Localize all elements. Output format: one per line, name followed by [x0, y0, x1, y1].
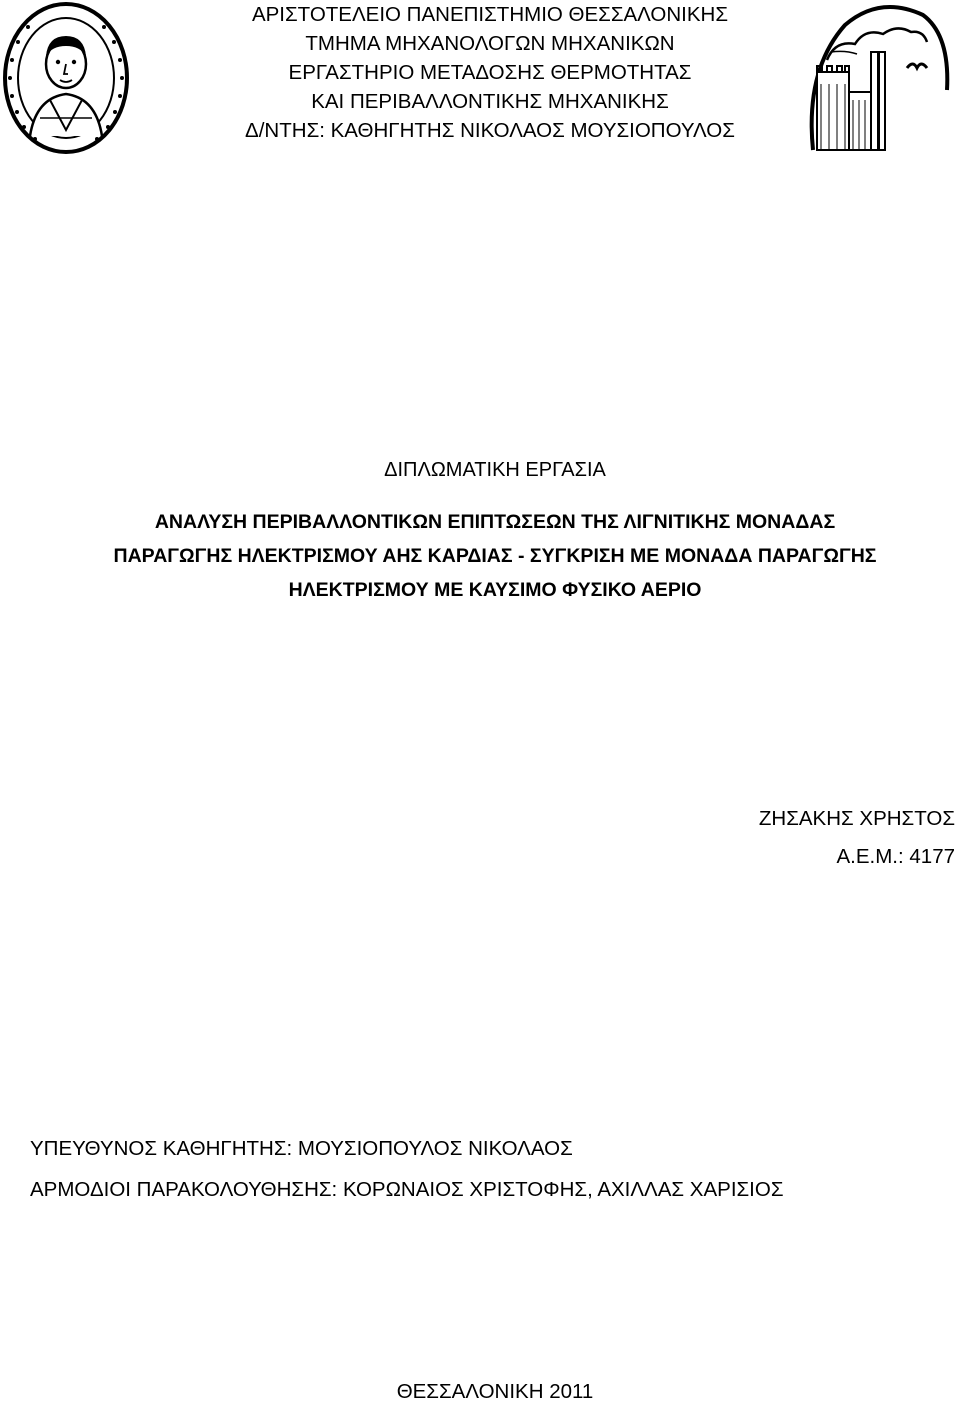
thesis-title-line-1: ΑΝΑΛΥΣΗ ΠΕΡΙΒΑΛΛΟΝΤΙΚΩΝ ΕΠΙΠΤΩΣΕΩΝ ΤΗΣ ΛΙΓΝΙΤΙΚΗΣ ΜΟΝΑΔΑΣ: [154, 511, 836, 533]
university-name: ΑΡΙΣΤΟΤΕΛΕΙΟ ΠΑΝΕΠΙΣΤΗΜΙΟ ΘΕΣΣΑΛΟΝΙΚΗΣ: [251, 3, 729, 26]
place-year: ΘΕΣΣΑΛΟΝΙΚΗ 2011: [396, 1380, 594, 1403]
factory-chimney-logo-icon: [805, 0, 955, 155]
document-type: ΔΙΠΛΩΜΑΤΙΚΗ ΕΡΓΑΣΙΑ: [384, 459, 606, 481]
director-line: Δ/ΝΤΗΣ: ΚΑΘΗΓΗΤΗΣ ΝΙΚΟΛΑΟΣ ΜΟΥΣΙΟΠΟΥΛΟΣ: [245, 119, 735, 142]
advisors-line: ΑΡΜΟΔΙΟΙ ΠΑΡΑΚΟΛΟΥΘΗΣΗΣ: ΚΟΡΩΝΑΙΟΣ ΧΡΙΣΤΟΦΗΣ, ΑΧΙΛΛΑΣ ΧΑΡΙΣΙΟΣ: [30, 1178, 784, 1201]
thesis-title-line-2: ΠΑΡΑΓΩΓΗΣ ΗΛΕΚΤΡΙΣΜΟΥ ΑΗΣ ΚΑΡΔΙΑΣ - ΣΥΓΚΡΙΣΗ ΜΕ ΜΟΝΑΔΑ ΠΑΡΑΓΩΓΗΣ: [113, 545, 877, 567]
supervisor-line: ΥΠΕΥΘΥΝΟΣ ΚΑΘΗΓΗΤΗΣ: ΜΟΥΣΙΟΠΟΥΛΟΣ ΝΙΚΟΛΑΟΣ: [30, 1137, 573, 1160]
laboratory-name: ΕΡΓΑΣΤΗΡΙΟ ΜΕΤΑΔΟΣΗΣ ΘΕΡΜΟΤΗΤΑΣ: [288, 61, 692, 84]
thesis-title: [20, 505, 960, 607]
author-aem: Α.Ε.Μ.: 4177: [836, 845, 955, 868]
university-seal-icon: [0, 0, 135, 158]
author-name: ΖΗΣΑΚΗΣ ΧΡΗΣΤΟΣ: [758, 807, 955, 830]
institution-header: [160, 0, 820, 145]
department-name: ΤΜΗΜΑ ΜΗΧΑΝΟΛΟΓΩΝ ΜΗΧΑΝΙΚΩΝ: [305, 32, 675, 55]
author-block: [759, 800, 955, 876]
committee-block: [30, 1128, 784, 1210]
thesis-title-line-3: ΗΛΕΚΤΡΙΣΜΟΥ ΜΕ ΚΑΥΣΙΜΟ ΦΥΣΙΚΟ ΑΕΡΙΟ: [288, 579, 702, 601]
laboratory-name-cont: ΚΑΙ ΠΕΡΙΒΑΛΛΟΝΤΙΚΗΣ ΜΗΧΑΝΙΚΗΣ: [311, 90, 669, 113]
